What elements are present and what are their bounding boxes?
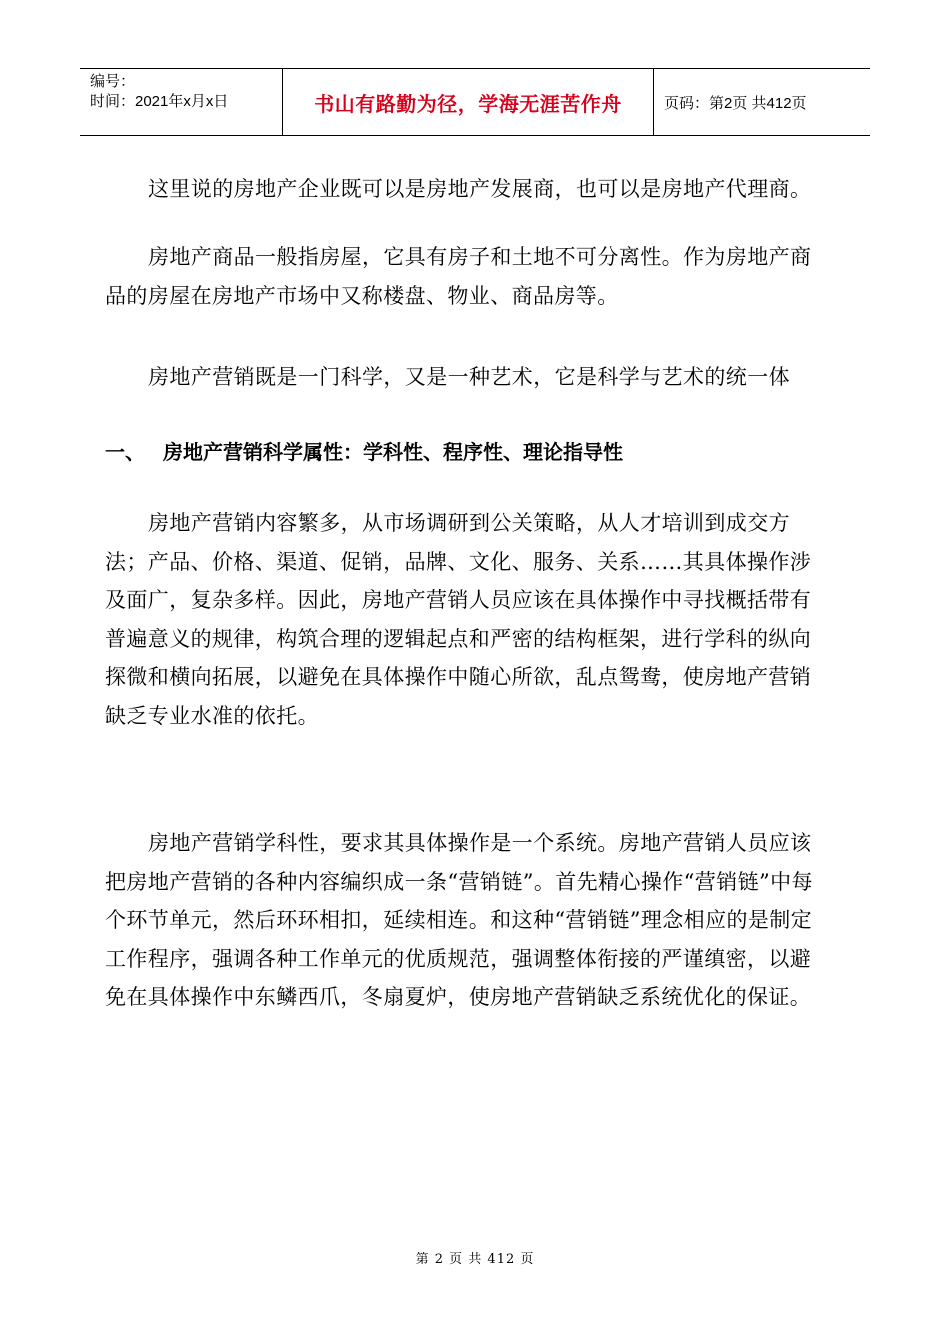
paragraph-5: 房地产营销学科性，要求其具体操作是一个系统。房地产营销人员应该把房地产营销的各种内容编织成一条“营销链”。首先精心操作“营销链”中每个环节单元，然后环环相扣，延续相连。和这种“营销链”理念相应的是制定工作程序，强调各种工作单元的优质规范，强调整体衔接的严谨缜密，以避免在具体操作中东鳞西爪，冬扇夏炉，使房地产营销缺乏系统优化的保证。: [105, 831, 813, 1009]
number-label: 编号：: [90, 73, 136, 90]
page-info-text: 页码：第2页 共412页: [664, 94, 807, 112]
time-label: 时间：2021年x月x日: [90, 93, 229, 110]
header-motto-cell: [282, 69, 654, 135]
document-header: [80, 68, 870, 136]
paragraph-3: 房地产营销既是一门科学，又是一种艺术，它是科学与艺术的统一体: [148, 365, 790, 389]
section-heading-number: 一、: [105, 440, 145, 464]
header-page-info: [654, 69, 870, 135]
paragraph-4: 房地产营销内容繁多，从市场调研到公关策略，从人才培训到成交方法；产品、价格、渠道、促销，品牌、文化、服务、关系……其具体操作涉及面广，复杂多样。因此，房地产营销人员应该在具体操作中寻找概括带有普遍意义的规律，构筑合理的逻辑起点和严密的结构框架，进行学科的纵向探微和横向拓展，以避免在具体操作中随心所欲，乱点鸳鸯，使房地产营销缺乏专业水准的依托。: [105, 511, 812, 728]
header-meta: [80, 69, 282, 135]
page-footer: 第 2 页 共 412 页: [415, 1252, 535, 1267]
section-heading: [105, 436, 623, 468]
motto-text: 书山有路勤为径，学海无涯苦作舟: [314, 91, 622, 116]
paragraph-2: 房地产商品一般指房屋，它具有房子和土地不可分离性。作为房地产商品的房屋在房地产市场中又称楼盘、物业、商品房等。: [105, 245, 812, 308]
section-heading-text: 房地产营销科学属性：学科性、程序性、理论指导性: [163, 440, 623, 464]
paragraph-1: 这里说的房地产企业既可以是房地产发展商，也可以是房地产代理商。: [148, 177, 812, 201]
